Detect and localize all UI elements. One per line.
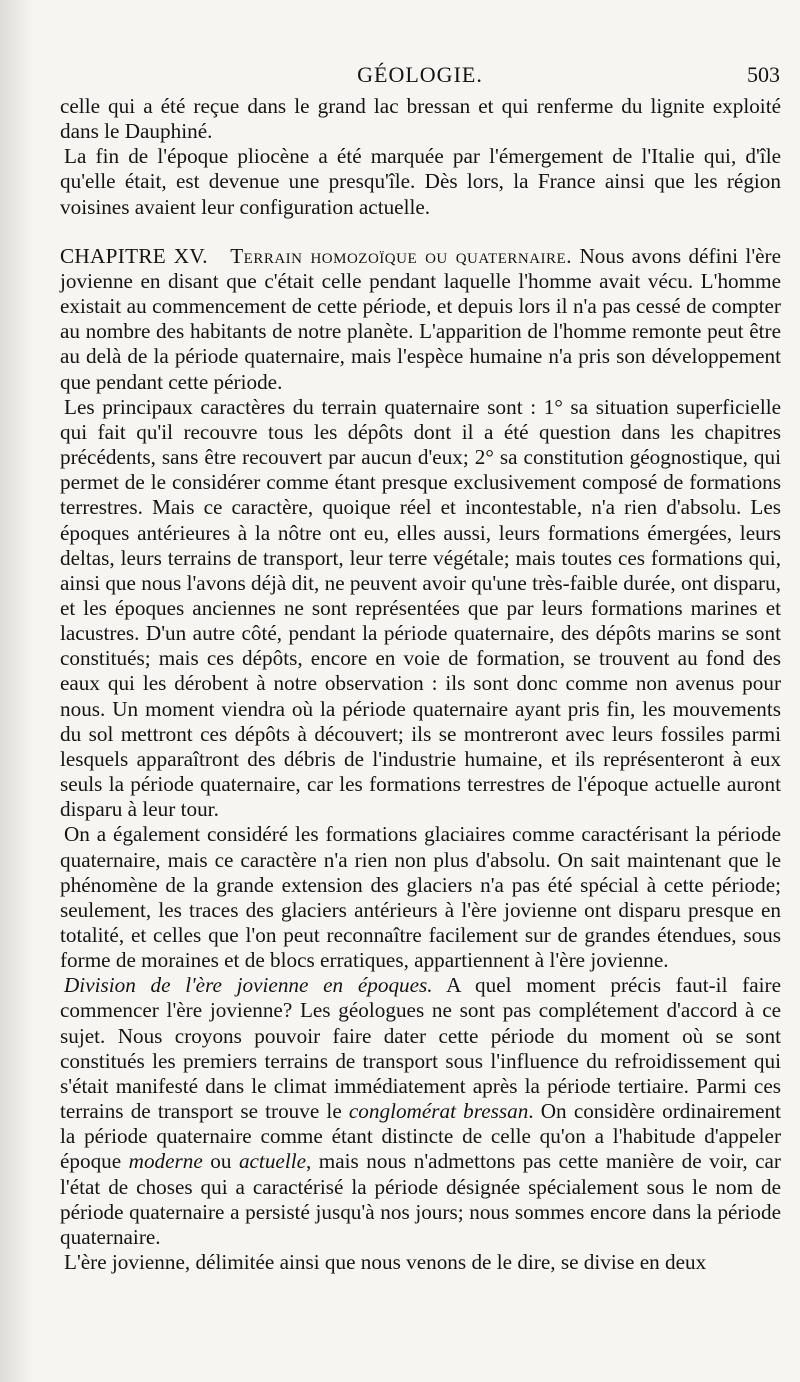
paragraph-6-part-d: , mais nous n'admettons pas cette manière de voir, car l'état de choses qui a caractérisé la période désignée spécialement sous le nom de période quaternaire a persisté jusqu'à nos jours; nous sommes encore dans la période quaternaire.	[60, 1149, 781, 1249]
page-edge-shadow	[0, 0, 34, 1382]
body-text	[60, 94, 781, 1275]
page-number: 503	[747, 62, 780, 87]
chapter-intro-text: Nous avons défini l'ère jovienne en disant que c'était celle pendant laquelle l'homme avait vécu. L'homme existait au commencement de cette période, et depuis lors il n'a pas cessé de compter au nombre des habitants de notre planète. L'apparition de l'homme remonte peut être au delà de la période quaternaire, mais l'espèce humaine n'a pris son développement que pendant cette période.	[60, 243, 782, 394]
paragraph-7: L'ère jovienne, délimitée ainsi que nous venons de le dire, se divise en deux	[64, 1250, 707, 1275]
section-gap	[60, 220, 781, 244]
term-actuelle: actuelle	[238, 1149, 306, 1174]
running-head	[60, 62, 780, 90]
paragraph-6-part-a: A quel moment précis faut-il faire commencer l'ère jovienne? Les géologues ne sont pas complétement d'accord à ce sujet. Nous croyons pouvoir faire dater cette période du moment où se sont constitués les premiers terrains de transport sous l'influence du refroidissement qui s'était manifesté dans le climat immédiatement après la période tertiaire. Parmi ces terrains de transport se trouve le	[60, 973, 781, 1124]
term-moderne: moderne	[128, 1149, 203, 1174]
running-title: GÉOLOGIE.	[357, 62, 483, 87]
paragraph-chapter-xv	[60, 244, 781, 395]
chapter-heading: Terrain homozoïque ou quaternaire.	[230, 243, 572, 268]
term-conglomerat-bressan: conglomérat bressan	[348, 1099, 529, 1124]
paragraph-6-part-c: ou	[202, 1149, 239, 1174]
section-heading-division: Division de l'ère jovienne en époques.	[64, 973, 433, 998]
paragraph-5: On a également considéré les formations glaciaires comme caractérisant la période quaternaire, mais ce caractère n'a rien non plus d'absolu. On sait maintenant que le phénomène de la grande extension des glaciers n'a pas été spécial à cette période; seulement, les traces des glaciers antérieurs à l'ère jovienne ont disparu presque en totalité, et celles que l'on peut reconnaître facilement sur de grandes étendues, sous forme de moraines et de blocs erratiques, appartiennent à l'ère jovienne.	[60, 822, 781, 973]
paragraph-6	[60, 973, 781, 1250]
paragraph-1: celle qui a été reçue dans le grand lac bressan et qui renferme du lignite exploité dans le Dauphiné.	[60, 94, 781, 144]
paragraph-6-part-b: . On considère ordinairement la période quaternaire comme étant distincte de celle qu'on a l'habitude d'appeler époque	[60, 1099, 781, 1174]
paragraph-4: Les principaux caractères du terrain quaternaire sont : 1° sa situation superficielle qui fait qu'il recouvre tous les dépôts dont il a été question dans les chapitres précédents, sans être recouvert par aucun d'eux; 2° sa constitution géognostique, qui permet de le considérer comme étant presque exclusivement composé de formations terrestres. Mais ce caractère, quoique réel et incontestable, n'a rien d'absolu. Les époques antérieures à la nôtre ont eu, elles aussi, leurs formations émergées, leurs deltas, leurs terrains de transport, leur terre végétale; mais toutes ces formations qui, ainsi que nous l'avons déjà dit, ne peuvent avoir qu'une très-faible durée, ont disparu, et les époques anciennes ne sont représentées que par leurs formations marines et lacustres. D'un autre côté, pendant la période quaternaire, des dépôts marins se sont constitués; mais ces dépôts, encore en voie de formation, se trouvent au fond des eaux qui les dérobent à notre observation : ils sont donc comme non avenus pour nous. Un moment viendra où la période quaternaire ayant pris fin, les mouvements du sol mettront ces dépôts à découvert; ils se montreront avec leurs fossiles parmi lesquels apparaîtront des débris de l'industrie humaine, et ils représenteront à eux seuls la période quaternaire, car les formations terrestres de l'époque actuelle auront disparu à leur tour.	[60, 394, 781, 822]
chapter-number: CHAPITRE XV.	[60, 243, 208, 268]
paragraph-2: La fin de l'époque pliocène a été marquée par l'émergement de l'Italie qui, d'île qu'elle était, est devenue une presqu'île. Dès lors, la France ainsi que les région voisines avaient leur configuration actuelle.	[60, 144, 781, 219]
